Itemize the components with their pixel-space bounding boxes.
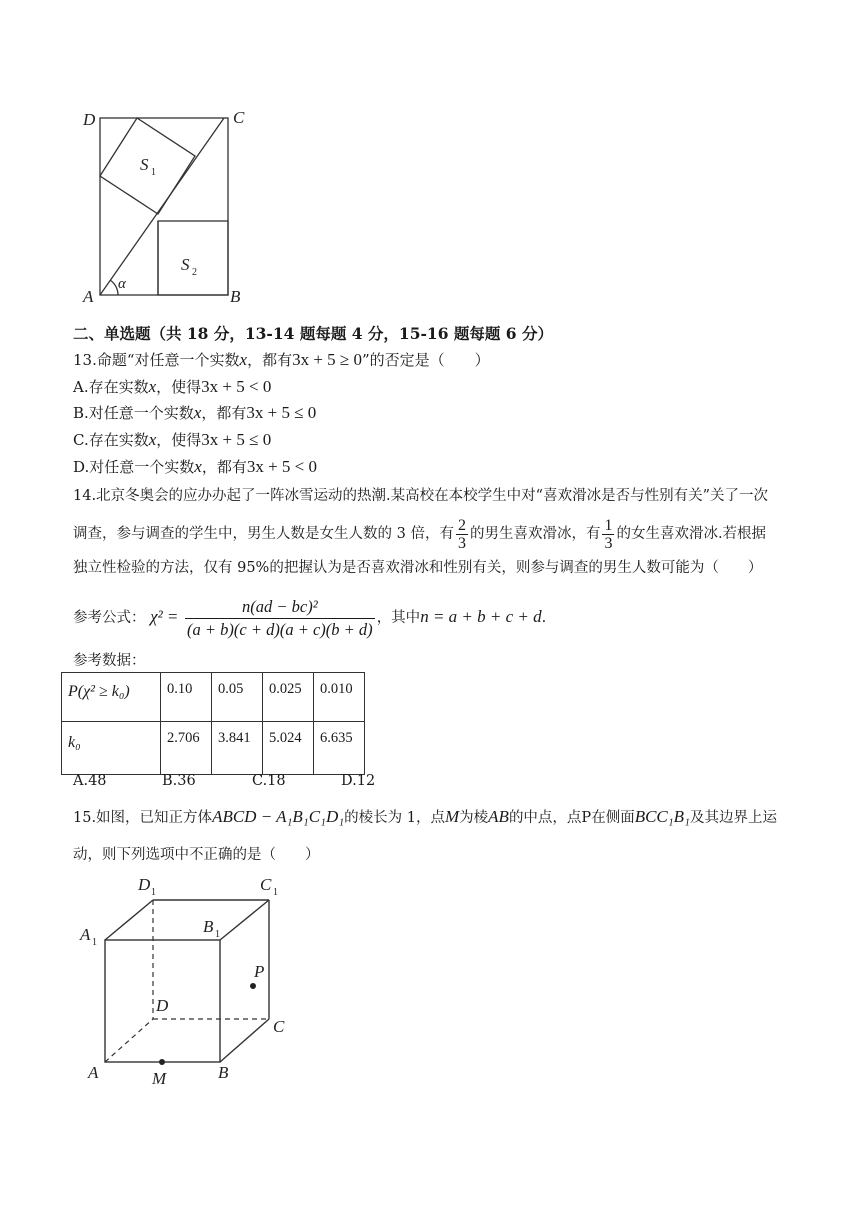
table-cell-head: P(χ² ≥ k₀) xyxy=(62,673,161,722)
q14-option-d[interactable]: D.12 xyxy=(341,773,376,789)
label-M: M xyxy=(152,1069,167,1088)
q13-option-d-prefix: D.对任意一个实数 xyxy=(73,458,195,476)
q13-option-b-prefix: B.对任意一个实数 xyxy=(73,404,194,422)
table-cell-head: k₀ xyxy=(62,722,161,775)
q13-option-c-ineq: 3x + 5 ≤ 0 xyxy=(201,430,272,449)
q13-stem-ineq: 3x + 5 ≥ 0 xyxy=(292,350,363,369)
table-row xyxy=(62,722,365,775)
q13-stem-suffix: ”的否定是（ ） xyxy=(362,351,490,369)
q13-stem-prefix: 13.命题“对任意一个实数 xyxy=(73,351,240,369)
label-C: C xyxy=(233,108,245,127)
q13-option-d-ineq: 3x + 5 < 0 xyxy=(246,457,318,476)
figure-rectangle-squares xyxy=(78,104,258,306)
q14-line2-b: 的男生喜欢滑冰，有 xyxy=(469,526,601,542)
q15-line1-b: 的棱长为 1，点 xyxy=(344,810,445,826)
formula-tail-math: n = a + b + c + d xyxy=(420,607,542,626)
q15-line1-d: 的中点，点P在侧面 xyxy=(508,810,635,826)
q13-option-c-prefix: C.存在实数 xyxy=(73,431,149,449)
q14-option-a[interactable]: A.48 xyxy=(73,773,107,789)
q13-option-a-mid: ，使得 xyxy=(156,378,202,396)
q15-line1 xyxy=(73,807,777,828)
ref-data-label: 参考数据： xyxy=(73,653,146,669)
q13-option-a-ineq: 3x + 5 < 0 xyxy=(201,377,272,396)
q13-stem-mid: ，都有 xyxy=(247,351,293,369)
label-P: P xyxy=(254,962,265,981)
label-A: A xyxy=(88,1063,99,1082)
q14-option-c[interactable]: C.18 xyxy=(252,773,286,789)
label-A1-sub: 1 xyxy=(92,937,97,948)
q15-edge-ab: AB xyxy=(488,807,509,826)
q13-option-a[interactable] xyxy=(73,377,271,397)
table-cell: 0.05 xyxy=(212,673,263,722)
label-A1: A xyxy=(80,925,91,944)
reference-data-table xyxy=(61,672,365,775)
q13-option-b-mid: ，都有 xyxy=(201,404,247,422)
section-heading: 二、单选题（共 18 分，13-14 题每题 4 分，15-16 题每题 6 分） xyxy=(73,324,553,343)
table-row xyxy=(62,673,365,722)
table-cell: 0.10 xyxy=(161,673,212,722)
q14-line2-a: 调查，参与调查的学生中，男生人数是女生人数的 3 倍，有 xyxy=(73,526,454,542)
q14-line3: 独立性检验的方法，仅有 95%的把握认为是否喜欢滑冰和性别有关，则参与调查的男生人数可能为（ ） xyxy=(73,560,763,576)
formula-tail-text: ，其中 xyxy=(376,610,421,626)
q14-line1: 14.北京冬奥会的应办办起了一阵冰雪运动的热潮.某高校在本校学生中对“喜欢滑冰是否与性别有关”关了一次 xyxy=(73,488,768,504)
q13-option-c-mid: ，使得 xyxy=(156,431,202,449)
frac1-num: 2 xyxy=(457,516,466,534)
table-cell: 0.025 xyxy=(263,673,314,722)
q15-point-m: M xyxy=(444,807,460,826)
fraction-one-third xyxy=(602,517,614,552)
formula-fraction xyxy=(185,596,375,641)
label-S2: S xyxy=(181,255,190,274)
q13-option-b-var: x xyxy=(193,403,202,422)
q13-stem xyxy=(73,350,490,370)
q13-option-b-ineq: 3x + 5 ≤ 0 xyxy=(246,403,317,422)
q13-option-c[interactable] xyxy=(73,430,271,450)
q13-option-d[interactable] xyxy=(73,457,317,477)
q13-stem-var: x xyxy=(239,350,248,369)
label-C1-sub: 1 xyxy=(273,887,278,898)
q13-option-b[interactable] xyxy=(73,403,316,423)
label-D1: D xyxy=(138,875,151,894)
label-B1-sub: 1 xyxy=(215,929,220,940)
label-S1: S xyxy=(140,155,149,174)
q14-line2 xyxy=(73,514,766,554)
point-p-dot xyxy=(250,983,256,989)
q13-option-a-prefix: A.存在实数 xyxy=(73,378,149,396)
formula-den: (a + b)(c + d)(a + c)(b + d) xyxy=(187,619,373,639)
label-B: B xyxy=(230,287,241,306)
q13-option-d-mid: ，都有 xyxy=(201,458,247,476)
figure-cube xyxy=(76,868,306,1090)
label-D: D xyxy=(156,996,169,1015)
formula-num: n(ad − bc)² xyxy=(185,596,375,619)
frac2-den: 3 xyxy=(604,534,613,552)
q15-line2: 动，则下列选项中不正确的是（ ） xyxy=(73,847,320,863)
table-cell: 3.841 xyxy=(212,722,263,775)
label-S1-sub: 1 xyxy=(151,167,156,178)
formula-end: . xyxy=(541,610,547,626)
formula-lhs: χ² = xyxy=(150,607,179,626)
label-C: C xyxy=(273,1017,285,1036)
label-C1: C xyxy=(260,875,272,894)
label-A: A xyxy=(83,287,94,306)
q14-option-b[interactable]: B.36 xyxy=(162,773,196,789)
q15-line1-c: 为棱 xyxy=(459,810,489,826)
label-S2-sub: 2 xyxy=(192,267,197,278)
q15-cube-name: ABCD − A₁B₁C₁D₁ xyxy=(212,807,345,826)
q13-option-a-var: x xyxy=(148,377,157,396)
table-cell: 2.706 xyxy=(161,722,212,775)
label-B: B xyxy=(218,1063,229,1082)
table-cell: 5.024 xyxy=(263,722,314,775)
table-cell: 6.635 xyxy=(314,722,365,775)
point-m-dot xyxy=(159,1059,165,1065)
label-D1-sub: 1 xyxy=(151,887,156,898)
label-D: D xyxy=(83,110,96,129)
q13-option-c-var: x xyxy=(148,430,157,449)
q15-line1-e: 及其边界上运 xyxy=(689,810,777,826)
fraction-two-thirds xyxy=(456,517,468,552)
frac1-den: 3 xyxy=(457,534,466,552)
formula-label: 参考公式： xyxy=(73,610,146,626)
q15-line1-a: 15.如图，已知正方体 xyxy=(73,810,213,826)
reference-formula xyxy=(73,592,546,642)
q13-option-d-var: x xyxy=(194,457,202,476)
frac2-num: 1 xyxy=(604,516,613,534)
q14-line2-c: 的女生喜欢滑冰.若根据 xyxy=(616,526,767,542)
table-cell: 0.010 xyxy=(314,673,365,722)
label-B1: B xyxy=(203,917,214,936)
q15-face: BCC₁B₁ xyxy=(634,807,690,826)
label-alpha: α xyxy=(118,276,126,292)
